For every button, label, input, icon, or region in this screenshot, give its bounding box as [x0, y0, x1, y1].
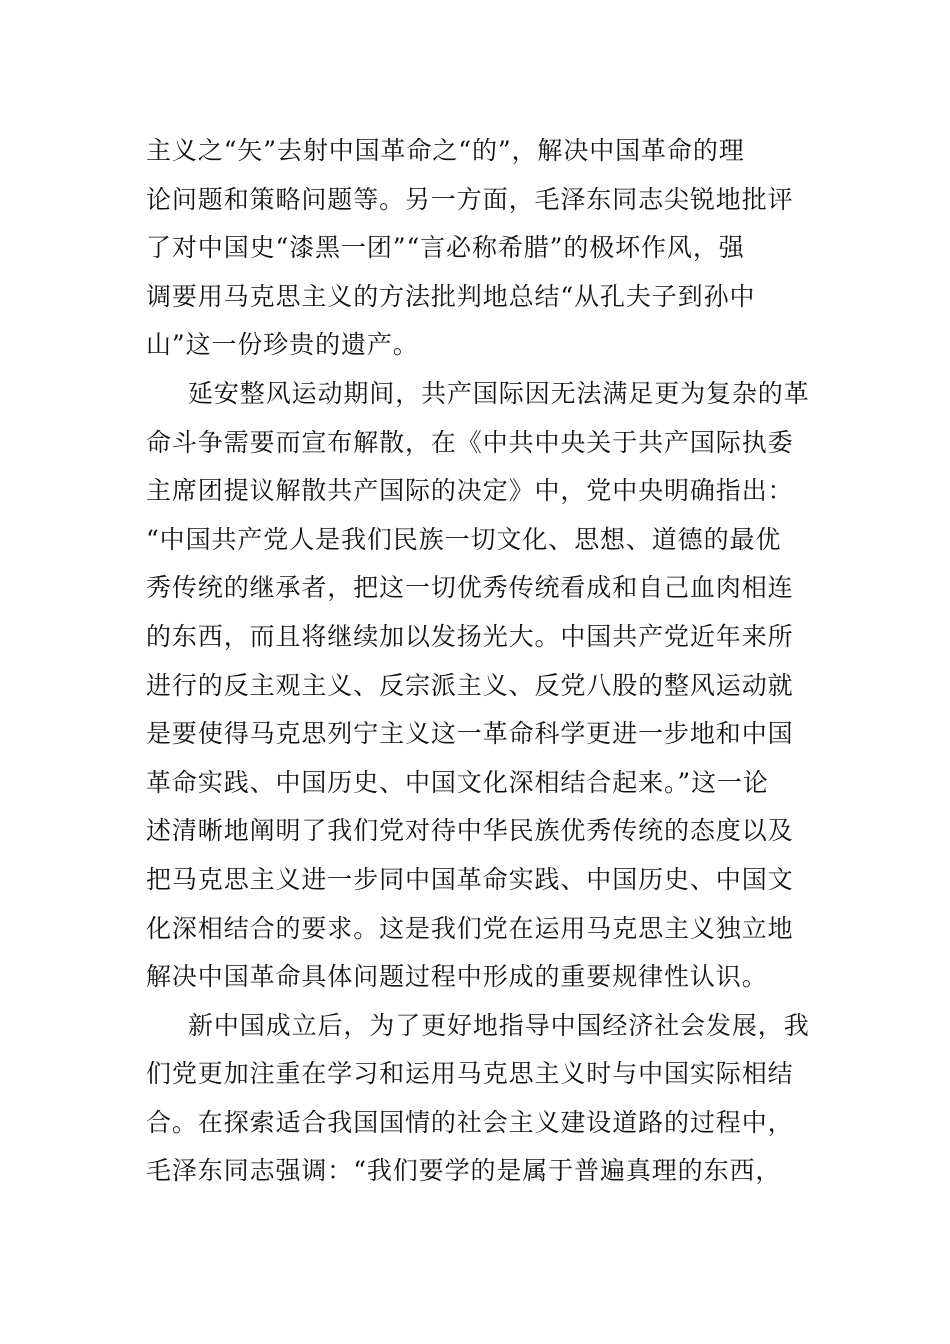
- text-line: 的东西，而且将继续加以发扬光大。中国共产党近年来所: [146, 621, 794, 651]
- text-line: 主义之“矢”去射中国革命之“的”，解决中国革命的理: [146, 136, 745, 165]
- paragraph-start-line: 延安整风运动期间，共产国际因无法满足更为复杂的革: [188, 378, 810, 408]
- text-line: 秀传统的继承者，把这一切优秀传统看成和自己血肉相连: [146, 573, 794, 603]
- text-line: 主席团提议解散共产国际的决定》中，党中央明确指出：: [146, 476, 794, 506]
- text-line: 了对中国史“漆黑一团”“言必称希腊”的极坏作风，强: [146, 233, 745, 263]
- text-line: 调要用马克思主义的方法批判地总结“从孔夫子到孙中: [146, 281, 756, 311]
- text-line: 把马克思主义进一步同中国革命实践、中国历史、中国文: [146, 864, 794, 894]
- text-line: 进行的反主观主义、反宗派主义、反党八股的整风运动就: [146, 670, 794, 700]
- body-text: [146, 127, 810, 1196]
- text-line: 解决中国革命具体问题过程中形成的重要规律性认识。: [146, 962, 768, 992]
- text-line: 合。在探索适合我国国情的社会主义建设道路的过程中，: [146, 1107, 794, 1137]
- text-line: 山”这一份珍贵的遗产。: [146, 330, 419, 360]
- text-line: 命斗争需要而宣布解散，在《中共中央关于共产国际执委: [146, 427, 794, 457]
- text-line: 论问题和策略问题等。另一方面，毛泽东同志尖锐地批评: [146, 184, 794, 214]
- text-line: “中国共产党人是我们民族一切文化、思想、道德的最优: [146, 524, 782, 554]
- text-line: 毛泽东同志强调：“我们要学的是属于普遍真理的东西，: [146, 1156, 782, 1186]
- text-line: 革命实践、中国历史、中国文化深相结合起来。”这一论: [146, 767, 769, 797]
- paragraph-start-line: 新中国成立后，为了更好地指导中国经济社会发展，我: [188, 1010, 810, 1040]
- text-line: 述清晰地阐明了我们党对待中华民族优秀传统的态度以及: [146, 816, 794, 846]
- text-line: 化深相结合的要求。这是我们党在运用马克思主义独立地: [146, 913, 794, 943]
- text-line: 们党更加注重在学习和运用马克思主义时与中国实际相结: [146, 1059, 794, 1089]
- text-line: 是要使得马克思列宁主义这一革命科学更进一步地和中国: [146, 719, 794, 749]
